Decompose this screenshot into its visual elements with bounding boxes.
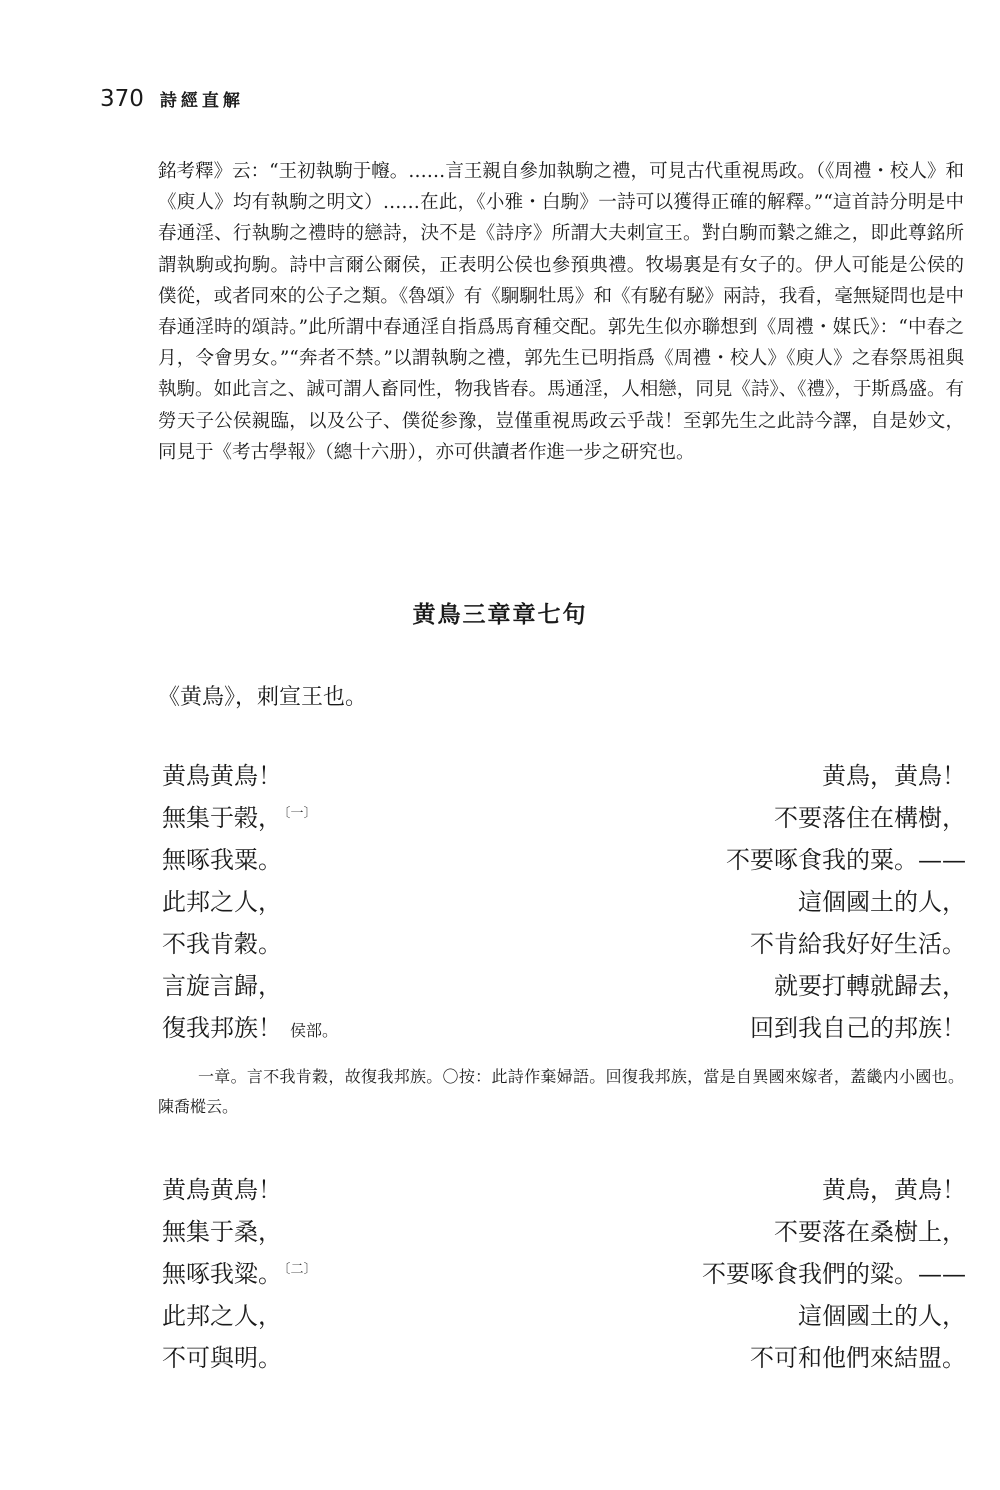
verse-line [162,1008,966,1050]
translation-line: 這個國土的人， [798,1302,966,1330]
poem-preface: 《黄鳥》，刺宣王也。 [158,685,368,710]
verse-line [162,756,966,798]
translation-line: 回到我自己的邦族！ [750,1014,966,1042]
verse-line [162,1254,966,1296]
translation-line: 不要落住在構樹， [774,804,966,832]
translation-line: 不要落在桑樹上， [774,1218,966,1246]
translation-line: 黄鳥，黄鳥！ [822,762,966,790]
original-line: 無集于榖， $^{〔一〕}$ [162,804,317,832]
original-line: 復我邦族！ 侯部。 [162,1014,339,1042]
verse-line [162,840,966,882]
stanza-note: 一章。言不我肯穀，故復我邦族。〇按：此詩作棄婦語。回復我邦族，當是自異國來嫁者，蓋畿内小國也。陳喬樅云。 [158,1067,964,1116]
footnote-marker: 〔二〕 [284,1262,317,1277]
footnote-marker: 〔一〕 [284,806,317,821]
translation-line: 不可和他們來結盟。 [750,1344,966,1372]
verse-line [162,798,966,840]
original-line: 無啄我粱。 $^{〔二〕}$ [162,1260,317,1288]
verse-line [162,1338,966,1380]
original-line: 言旋言歸， [162,972,282,1000]
book-title: 詩經直解 [159,91,244,111]
stanza-1 [162,756,966,1050]
commentary-paragraph: 銘考釋》云：“王初執駒于㡧。……言王親自參加執駒之禮，可見古代重視馬政。（《周禮・校人》和《庾人》均有執駒之明文）……在此，《小雅・白駒》一詩可以獲得正確的解釋。”“這首詩分明是中春通淫、行執駒之禮時的戀詩，決不是《詩序》所謂大夫刺宣王。對白駒而縶之維之，即此尊銘所謂執駒或拘駒。詩中言爾公爾侯，正表明公侯也參預典禮。牧場裏是有女子的。伊人可能是公侯的僕從，或者同來的公子之類。《魯頌》有《駉駉牡馬》和《有駜有駜》兩詩，我看，毫無疑問也是中春通淫時的頌詩。”此所謂中春通淫自指爲馬育種交配。郭先生似亦聯想到《周禮・媒氏》：“中春之月，令會男女。”“奔者不禁。”以謂執駒之禮，郭先生已明指爲《周禮・校人》《庾人》之春祭馬祖與執駒。如此言之、誠可謂人畜同性，物我皆春。馬通淫，人相戀，同見《詩》、《禮》，于斯爲盛。有勞天子公侯親臨，以及公子、僕從参豫，豈僅重視馬政云乎哉！至郭先生之此詩今譯，自是妙文，同見于《考古學報》（總十六册），亦可供讀者作進一步之研究也。 [158,161,964,463]
original-line: 此邦之人， [162,888,282,916]
verse-line [162,1296,966,1338]
translation-line: 黄鳥，黄鳥！ [822,1176,966,1204]
translation-line: 就要打轉就歸去， [774,972,966,1000]
original-line: 無啄我粟。 [162,846,282,874]
rhyme-note: 侯部。 [290,1021,339,1040]
original-line: 無集于桑， [162,1218,282,1246]
page-number: 370 [100,86,144,112]
translation-line: 不要啄食我們的粱。—— [702,1260,966,1288]
verse-line [162,924,966,966]
section-title: 黄鳥三章章七句 [412,602,588,628]
translation-line: 這個國土的人， [798,888,966,916]
original-line: 黄鳥黄鳥！ [162,1176,282,1204]
page-header [100,86,244,112]
original-line: 黄鳥黄鳥！ [162,762,282,790]
verse-line [162,966,966,1008]
original-line: 不可與明。 [162,1344,282,1372]
verse-line [162,882,966,924]
translation-line: 不要啄食我的粟。—— [726,846,966,874]
stanza-2 [162,1170,966,1380]
translation-line: 不肯給我好好生活。 [750,930,966,958]
verse-line [162,1170,966,1212]
original-line: 此邦之人， [162,1302,282,1330]
verse-line [162,1212,966,1254]
original-line: 不我肯穀。 [162,930,282,958]
